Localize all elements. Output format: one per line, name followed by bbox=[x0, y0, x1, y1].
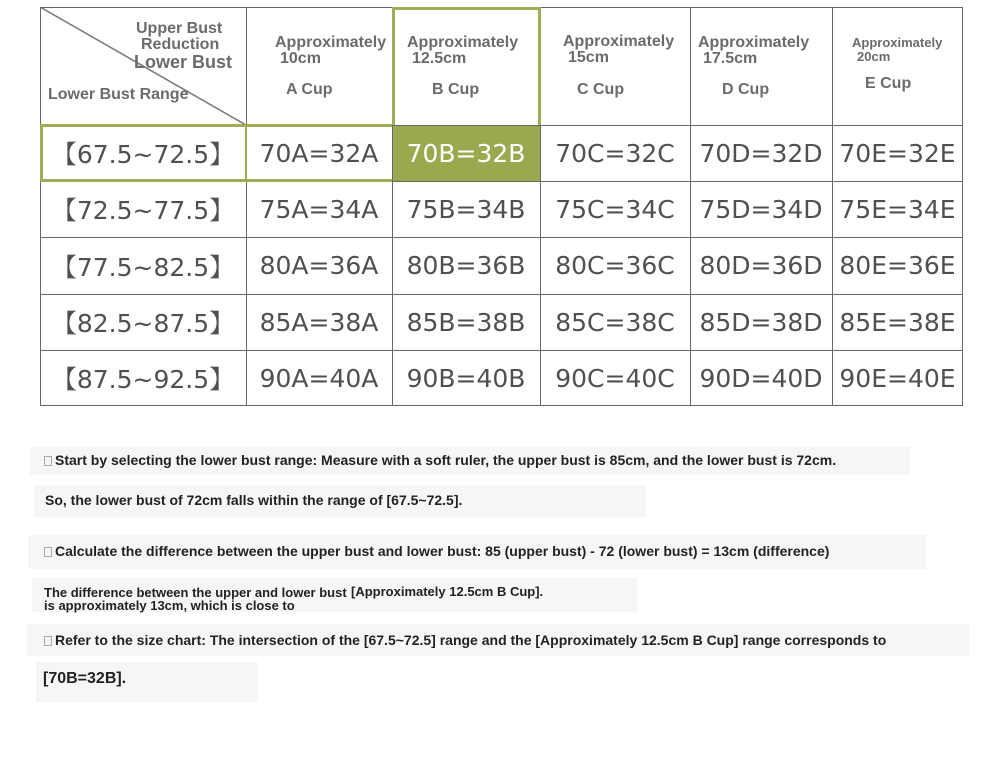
size-cell: 70C=32C bbox=[555, 138, 675, 168]
bullet-icon bbox=[44, 547, 52, 557]
highlight-frame bbox=[392, 7, 395, 125]
range-cell: 【72.5~77.5】 bbox=[51, 196, 235, 225]
grid-line bbox=[246, 7, 247, 406]
note-step-1: Start by selecting the lower bust range: Measure with a soft ruler, the upper bust is 85cm, and the lower bust is 72cm. bbox=[44, 452, 836, 468]
range-cell: 【87.5~92.5】 bbox=[51, 365, 235, 394]
highlight-frame bbox=[40, 124, 392, 127]
grid-line bbox=[690, 7, 691, 406]
size-cell: 80D=36D bbox=[699, 251, 823, 280]
note-step-3b: [70B=32B]. bbox=[43, 670, 127, 687]
highlight-frame bbox=[40, 124, 43, 182]
size-chart-table bbox=[40, 7, 963, 406]
size-cell: 90C=40C bbox=[555, 363, 675, 393]
size-cell: 80C=36C bbox=[555, 251, 675, 280]
bullet-icon bbox=[44, 636, 52, 646]
grid-line bbox=[40, 7, 41, 406]
size-cell: 80B=36B bbox=[406, 251, 526, 280]
bullet-icon bbox=[44, 456, 52, 466]
header-col-d: Approximately 17.5cm D Cup bbox=[698, 34, 810, 98]
highlight-frame bbox=[538, 7, 541, 125]
highlight-frame bbox=[392, 7, 540, 10]
grid-line bbox=[40, 350, 963, 351]
size-cell-highlighted: 70B=32B bbox=[406, 138, 526, 168]
header-col-c: Approximately 15cm C Cup bbox=[563, 33, 675, 98]
size-cell: 75C=34C bbox=[555, 194, 675, 224]
size-cell: 70E=32E bbox=[839, 138, 956, 168]
corner-lower-bust-range-label: Lower Bust Range bbox=[48, 86, 189, 103]
highlight-frame bbox=[40, 179, 392, 182]
grid-line bbox=[40, 405, 963, 406]
header-col-a: Approximately 10cm A Cup bbox=[275, 34, 387, 98]
size-cell: 75E=34E bbox=[839, 194, 956, 224]
range-cell: 【67.5~72.5】 bbox=[51, 140, 235, 169]
size-cell: 85A=38A bbox=[259, 307, 379, 337]
note-step-2: Calculate the difference between the upper bust and lower bust: 85 (upper bust) - 72 (lower bust) = 13cm (difference) bbox=[44, 543, 829, 559]
size-cell: 75B=34B bbox=[406, 194, 526, 224]
size-cell: 90B=40B bbox=[406, 363, 526, 393]
grid-line bbox=[832, 7, 833, 406]
size-cell: 90D=40D bbox=[699, 363, 823, 393]
range-cell: 【82.5~87.5】 bbox=[51, 309, 235, 338]
size-cell: 80E=36E bbox=[839, 251, 956, 280]
grid-line bbox=[40, 294, 963, 295]
size-cell: 70D=32D bbox=[699, 138, 823, 168]
grid-line bbox=[962, 7, 963, 406]
size-cell: 85B=38B bbox=[406, 307, 526, 337]
size-cell: 85D=38D bbox=[699, 307, 823, 337]
note-step-2b-tag: [Approximately 12.5cm B Cup]. bbox=[351, 584, 544, 599]
size-cell: 90E=40E bbox=[839, 363, 956, 393]
grid-line bbox=[40, 237, 963, 238]
note-step-3: Refer to the size chart: The intersection of the [67.5~72.5] range and the [Approximately 12.5cm B Cup] range corresponds to bbox=[44, 632, 886, 648]
corner-lower-bust-label: Lower Bust bbox=[134, 52, 233, 72]
note-step-2b-line2: is approximately 13cm, which is close to bbox=[44, 598, 295, 613]
size-cell: 85C=38C bbox=[555, 307, 675, 337]
corner-upper-bust-label: Upper Bust Reduction bbox=[136, 20, 223, 53]
note-step-1b: So, the lower bust of 72cm falls within the range of [67.5~72.5]. bbox=[45, 492, 463, 508]
header-col-b: Approximately 12.5cm B Cup bbox=[407, 34, 519, 98]
size-cell: 90A=40A bbox=[259, 363, 379, 393]
range-cell: 【77.5~82.5】 bbox=[51, 252, 235, 282]
size-cell: 75A=34A bbox=[259, 194, 379, 224]
size-cell: 75D=34D bbox=[699, 194, 823, 224]
size-cell: 80A=36A bbox=[259, 251, 379, 280]
size-cell: 85E=38E bbox=[839, 307, 956, 337]
note-step-2b-line1: The difference between the upper and lower bust bbox=[44, 585, 347, 600]
size-cell: 70A=32A bbox=[259, 138, 379, 168]
header-col-e: Approximately 20cm E Cup bbox=[852, 35, 943, 92]
highlight-frame bbox=[245, 124, 247, 182]
